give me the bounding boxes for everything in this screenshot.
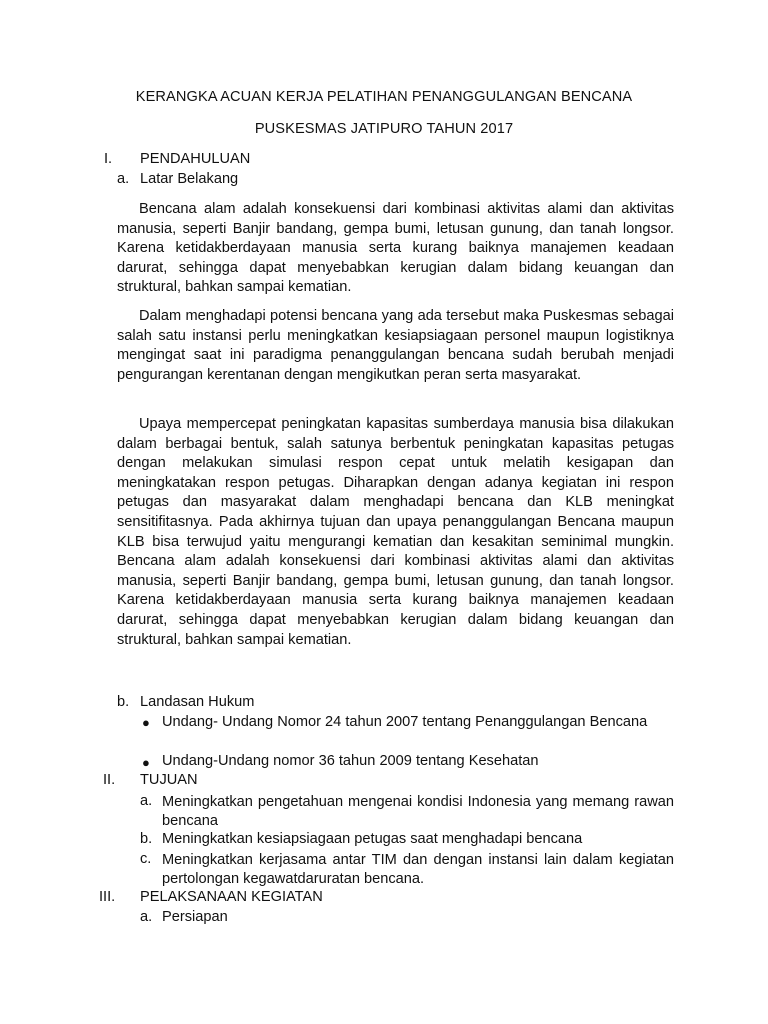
subsection-a-marker: a. xyxy=(117,171,130,187)
section-2-numeral: II. xyxy=(103,772,116,788)
objective-c-marker: c. xyxy=(140,851,152,867)
paragraph-1 xyxy=(117,200,674,298)
section-1-heading: PENDAHULUAN xyxy=(140,151,251,167)
section-3-heading: PELAKSANAAN KEGIATAN xyxy=(140,889,323,905)
paragraph-3 xyxy=(117,415,674,650)
objective-b-text: Meningkatkan kesiapsiagaan petugas saat menghadapi bencana xyxy=(162,831,583,847)
bullet-icon: ● xyxy=(142,755,150,770)
document-subtitle: PUSKESMAS JATIPURO TAHUN 2017 xyxy=(254,121,514,137)
objective-a-marker: a. xyxy=(140,793,153,809)
implementation-a-marker: a. xyxy=(140,909,153,925)
objective-c-text: Meningkatkan kerjasama antar TIM dan dengan instansi lain dalam kegiatan pertolongan kegawatdaruratan bencana. xyxy=(162,852,674,888)
paragraph-3-text: Upaya mempercepat peningkatan kapasitas sumberdaya manusia bisa dilakukan dalam berbagai bentuk, salah satunya berbentuk peningkatan kapasitas petugas dengan melakukan simulasi respon cepat untuk melatih kesigapan dan meningkatakan respon petugas. Diharapkan dengan adanya kegiatan ini respon petugas dan masyarakat dalam menghadapi bencana dan KLB meningkat sensitifitasnya. Pada akhirnya tujuan dan upaya penanggulangan Bencana maupun KLB bisa terwujud yaitu mengurangi kematian dan kesakitan seminimal mungkin. Bencana alam adalah konsekuensi dari kombinasi aktivitas alami dan aktivitas manusia, seperti Banjir bandang, gempa bumi, letusan gunung, dan tanah longsor. Karena ketidakberdayaan manusia serta kurang baiknya manajemen keadaan darurat, sehingga dapat menyebabkan kerugian dalam bidang keuangan dan struktural, bahkan sampai kematian. xyxy=(117,416,674,648)
section-3-numeral: III. xyxy=(99,889,116,905)
paragraph-2-text: Dalam menghadapi potensi bencana yang ada tersebut maka Puskesmas sebagai salah satu instansi perlu meningkatkan kesiapsiagaan personel maupun logistiknya mengingat saat ini paradigma penanggulangan bencana sudah berubah menjadi pengurangan kerentanan dengan mengikutkan peran serta masyarakat. xyxy=(117,308,674,383)
section-2-heading: TUJUAN xyxy=(140,772,198,788)
legal-basis-item-2: Undang-Undang nomor 36 tahun 2009 tentang Kesehatan xyxy=(162,753,539,769)
objective-a-text: Meningkatkan pengetahuan mengenai kondisi Indonesia yang memang rawan bencana xyxy=(162,794,674,830)
legal-basis-item-1: Undang- Undang Nomor 24 tahun 2007 tentang Penanggulangan Bencana xyxy=(162,714,648,730)
subsection-b-marker: b. xyxy=(117,694,130,710)
paragraph-1-text: Bencana alam adalah konsekuensi dari kombinasi aktivitas alami dan aktivitas manusia, seperti Banjir bandang, gempa bumi, letusan gunung, dan tanah longsor. Karena ketidakberdayaan manusia serta kurang baiknya manajemen keadaan darurat, sehingga dapat menyebabkan kerugian dalam bidang keuangan dan struktural, bahkan sampai kematian. xyxy=(117,201,674,296)
bullet-icon: ● xyxy=(142,715,150,730)
subsection-b-heading: Landasan Hukum xyxy=(140,694,255,710)
section-1-numeral: I. xyxy=(104,151,113,167)
objective-b-marker: b. xyxy=(140,831,153,847)
paragraph-2 xyxy=(117,307,674,385)
implementation-a-heading: Persiapan xyxy=(162,909,228,925)
subsection-a-heading: Latar Belakang xyxy=(140,171,239,187)
document-title: KERANGKA ACUAN KERJA PELATIHAN PENANGGULANGAN BENCANA xyxy=(135,89,633,105)
